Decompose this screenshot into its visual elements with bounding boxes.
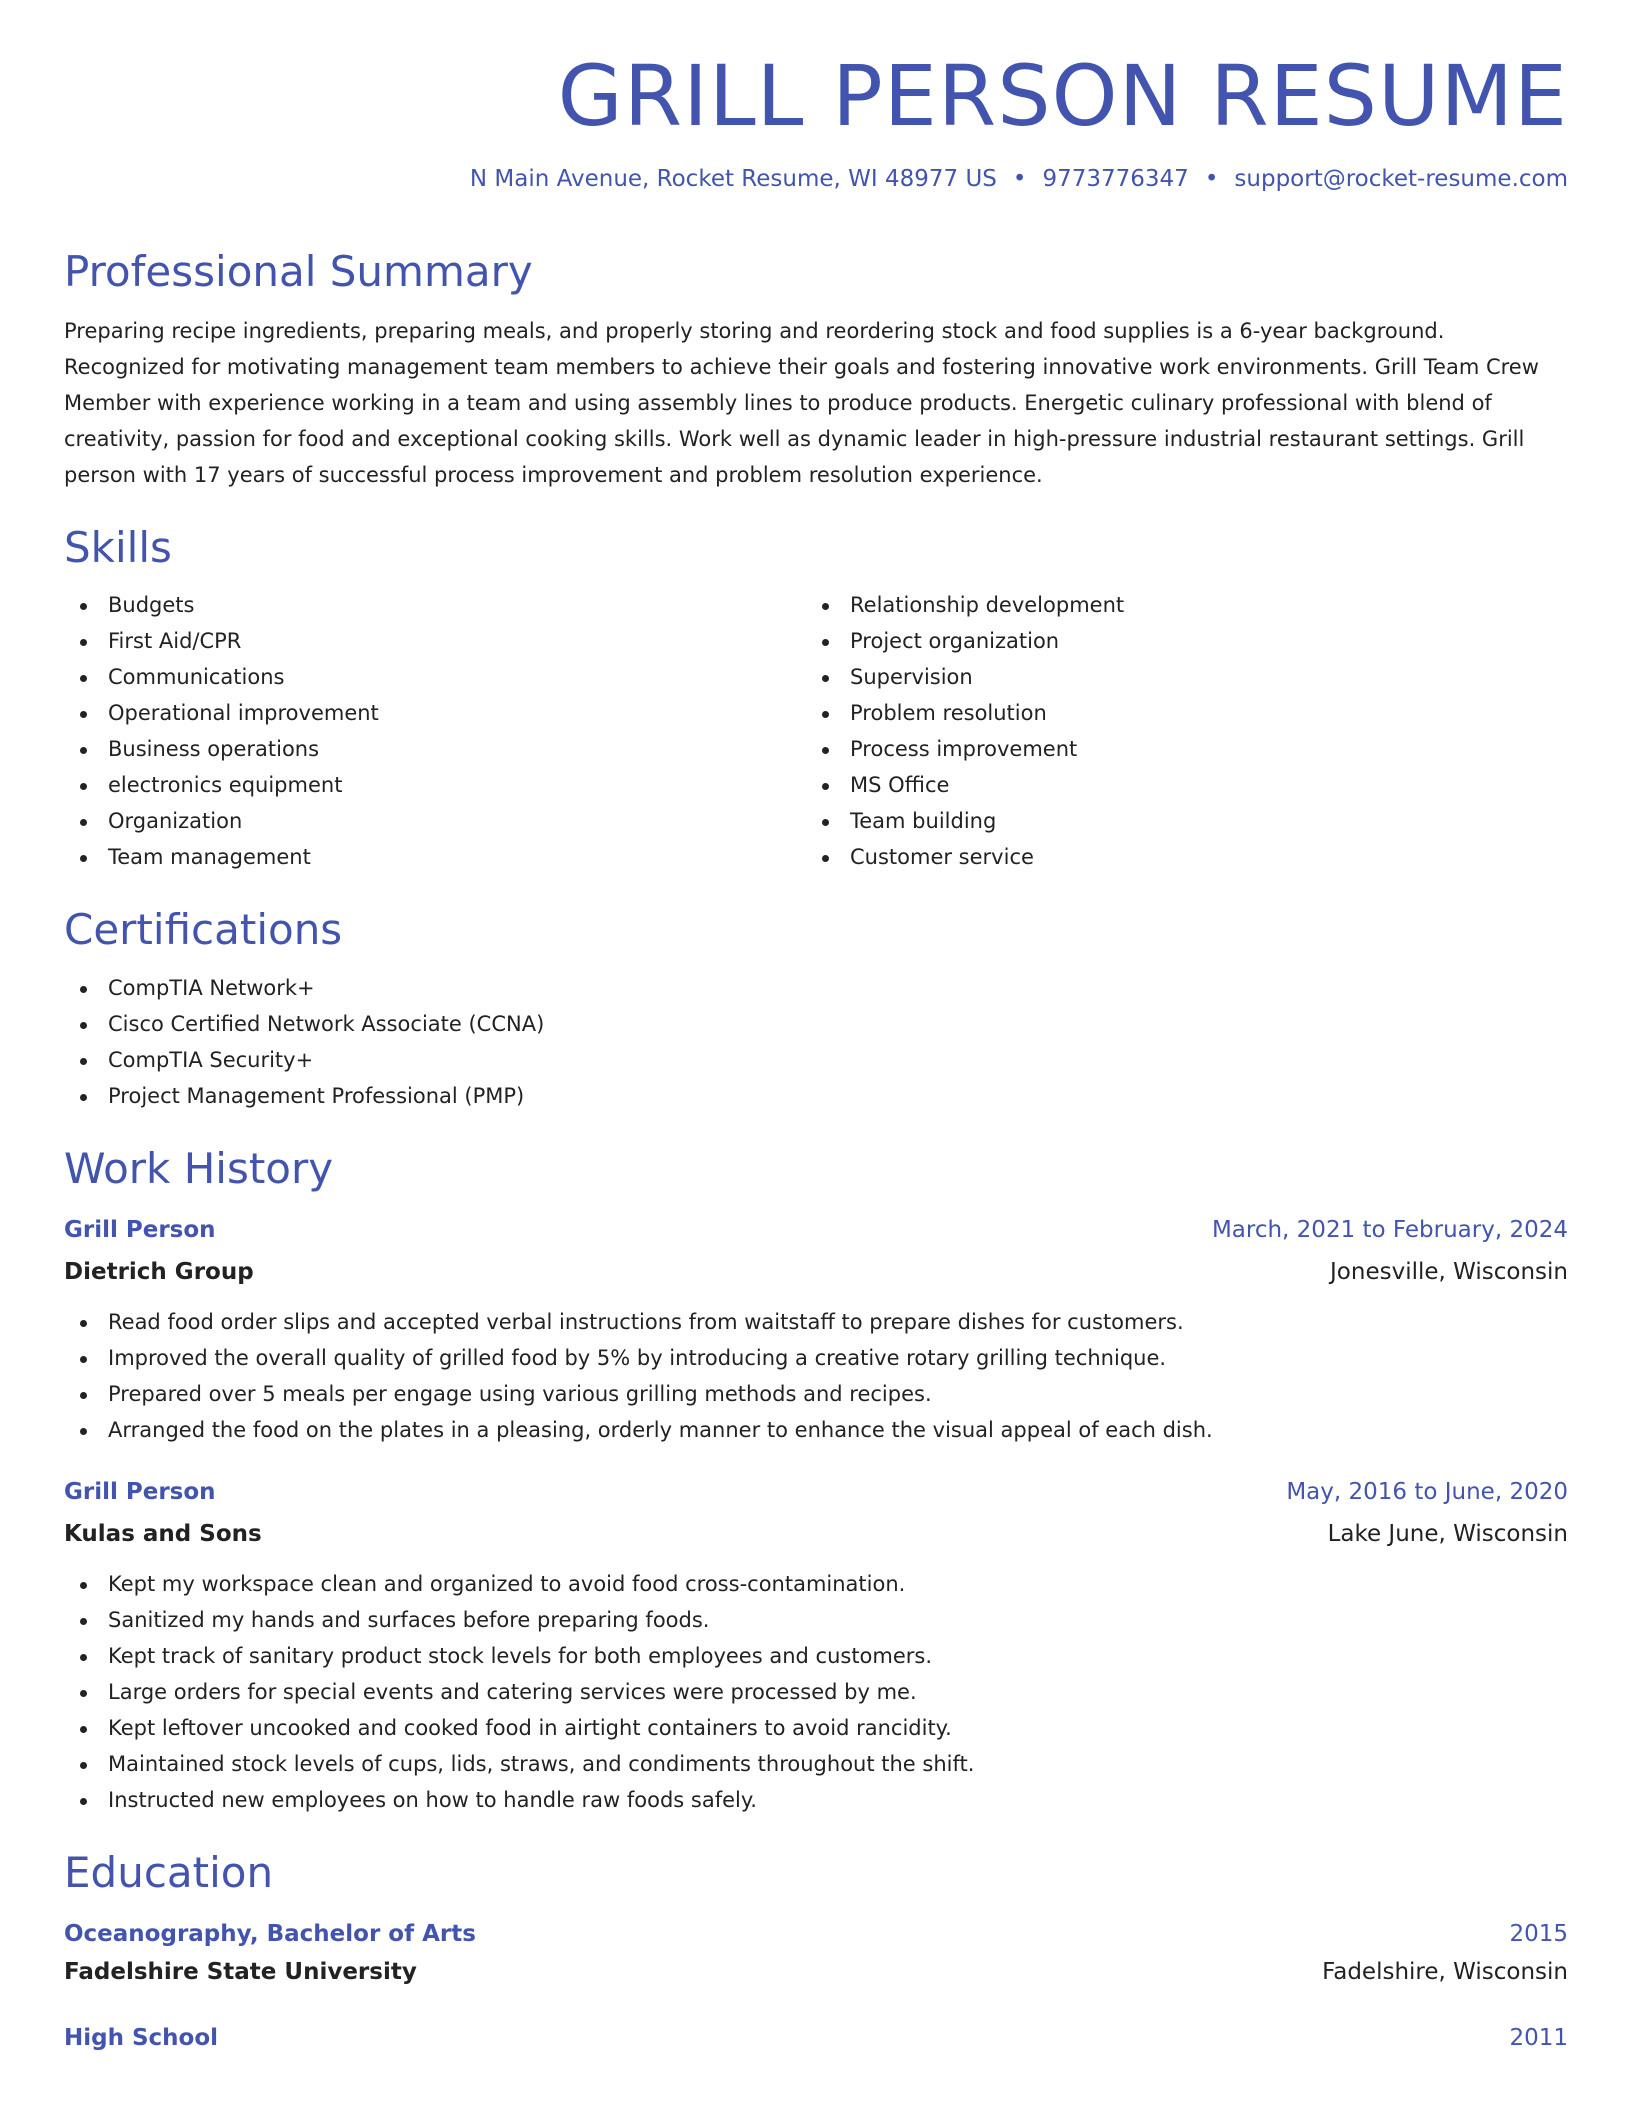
job-header: [64, 1216, 1568, 1246]
job-duties-list: [64, 1566, 1568, 1818]
education-location: Fadelshire, Wisconsin: [1322, 1959, 1568, 1986]
education-header: [64, 1920, 1568, 1950]
skill-item: Operational improvement: [64, 695, 806, 731]
certification-item: Project Management Professional (PMP): [64, 1078, 1568, 1114]
job-duty-item: Sanitized my hands and surfaces before preparing foods.: [64, 1602, 1568, 1638]
resume-name: GRILL PERSON RESUME: [557, 47, 1568, 145]
skill-item: First Aid/CPR: [64, 623, 806, 659]
skill-item: Problem resolution: [806, 695, 1548, 731]
certifications-heading: Certifications: [64, 905, 343, 955]
job-duty-item: Maintained stock levels of cups, lids, straws, and condiments throughout the shift.: [64, 1746, 1568, 1782]
contact-line: [64, 165, 1568, 195]
skills-list-right: [806, 587, 1548, 875]
summary-text: Preparing recipe ingredients, preparing meals, and properly storing and reordering stock and food supplies is a 6-year background. Recognized for motivating management team members to achieve their goals and fostering innovative work environments. Grill Team Crew Member with experience working in a team and using assembly lines to produce products. Energetic culinary professional with blend of creativity, passion for food and exceptional cooking skills. Work well as dynamic leader in high-pressure industrial restaurant settings. Grill person with 17 years of successful process improvement and problem resolution experience.: [64, 319, 1539, 488]
certification-item: Cisco Certified Network Associate (CCNA): [64, 1006, 1568, 1042]
education-entry: [64, 2024, 1568, 2054]
job-dates: March, 2021 to February, 2024: [1211, 1217, 1568, 1244]
education-degree: Oceanography, Bachelor of Arts: [64, 1921, 476, 1948]
education-heading: Education: [64, 1847, 274, 1897]
job-role: Grill Person: [64, 1217, 216, 1244]
skills-heading: Skills: [64, 523, 172, 573]
skill-item: Communications: [64, 659, 806, 695]
skill-item: Team management: [64, 839, 806, 875]
job-duty-item: Large orders for special events and catering services were processed by me.: [64, 1674, 1568, 1710]
job-subheader: [64, 1258, 1568, 1288]
job-subheader: [64, 1520, 1568, 1550]
skill-item: electronics equipment: [64, 767, 806, 803]
education-school: Fadelshire State University: [64, 1959, 417, 1986]
contact-address: N Main Avenue, Rocket Resume, WI 48977 US: [469, 165, 997, 192]
job-duty-item: Arranged the food on the plates in a pleasing, orderly manner to enhance the visual appeal of each dish.: [64, 1412, 1568, 1448]
job-duties-list: [64, 1304, 1568, 1448]
certification-item: CompTIA Security+: [64, 1042, 1568, 1078]
job-duty-item: Instructed new employees on how to handle raw foods safely.: [64, 1782, 1568, 1818]
job-header: [64, 1478, 1568, 1508]
job-duty-item: Kept leftover uncooked and cooked food in airtight containers to avoid rancidity.: [64, 1710, 1568, 1746]
contact-separator: •: [1204, 165, 1219, 192]
job-duty-item: Prepared over 5 meals per engage using various grilling methods and recipes.: [64, 1376, 1568, 1412]
skills-column-left: [64, 587, 806, 875]
contact-email: support@rocket-resume.com: [1234, 165, 1568, 192]
work-history-heading: Work History: [64, 1143, 334, 1193]
skill-item: Business operations: [64, 731, 806, 767]
skill-item: Process improvement: [806, 731, 1548, 767]
job-entry: [64, 1216, 1568, 1448]
job-role: Grill Person: [64, 1479, 216, 1506]
education-degree: High School: [64, 2024, 219, 2051]
job-location: Jonesville, Wisconsin: [1330, 1259, 1568, 1286]
skills-list-left: [64, 587, 806, 875]
skill-item: Supervision: [806, 659, 1548, 695]
summary-heading: Professional Summary: [64, 246, 533, 296]
skill-item: Customer service: [806, 839, 1548, 875]
job-duty-item: Kept track of sanitary product stock levels for both employees and customers.: [64, 1638, 1568, 1674]
job-dates: May, 2016 to June, 2020: [1286, 1479, 1568, 1506]
education-year: 2015: [1509, 1921, 1568, 1948]
certification-item: CompTIA Network+: [64, 970, 1568, 1006]
job-company: Kulas and Sons: [64, 1520, 262, 1547]
contact-separator: •: [1012, 165, 1027, 192]
job-entry: [64, 1478, 1568, 1818]
job-duty-item: Read food order slips and accepted verbal instructions from waitstaff to prepare dishes for customers.: [64, 1304, 1568, 1340]
skills-columns: [64, 587, 1568, 875]
skill-item: Team building: [806, 803, 1548, 839]
skill-item: Organization: [64, 803, 806, 839]
skills-column-right: [806, 587, 1548, 875]
job-duty-item: Kept my workspace clean and organized to avoid food cross-contamination.: [64, 1566, 1568, 1602]
certifications-list: [64, 970, 1568, 1114]
job-duty-item: Improved the overall quality of grilled food by 5% by introducing a creative rotary grilling technique.: [64, 1340, 1568, 1376]
skill-item: MS Office: [806, 767, 1548, 803]
skill-item: Budgets: [64, 587, 806, 623]
education-subheader: [64, 1958, 1568, 1988]
education-entry: [64, 1920, 1568, 1988]
job-location: Lake June, Wisconsin: [1327, 1520, 1568, 1547]
job-company: Dietrich Group: [64, 1259, 254, 1286]
skill-item: Project organization: [806, 623, 1548, 659]
education-year: 2011: [1509, 2024, 1568, 2051]
education-header: [64, 2024, 1568, 2054]
contact-phone: 9773776347: [1042, 165, 1189, 192]
skill-item: Relationship development: [806, 587, 1548, 623]
